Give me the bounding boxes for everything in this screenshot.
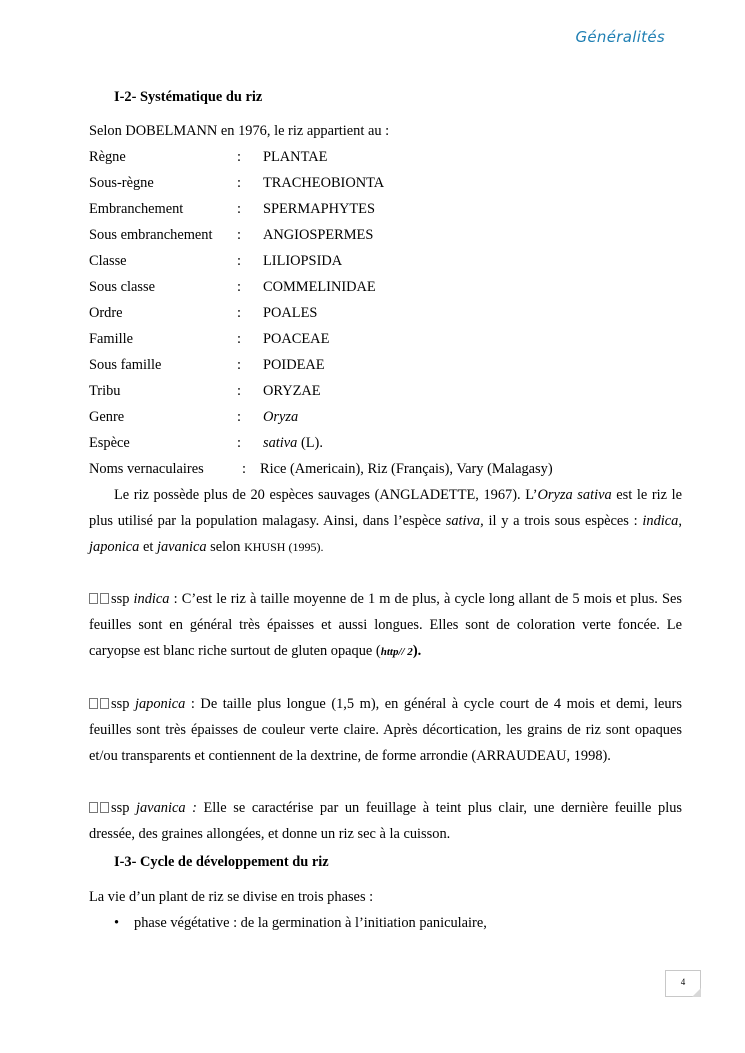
taxonomy-row: [89, 404, 682, 430]
taxonomy-value: PLANTAE: [263, 149, 328, 165]
taxonomy-value: [263, 404, 298, 430]
taxonomy-row: [89, 352, 682, 378]
taxonomy-row: [89, 222, 682, 248]
missing-glyph-icon: [100, 802, 109, 813]
taxonomy-rank: Noms vernaculaires: [89, 461, 204, 477]
taxonomy-rank: Sous embranchement: [89, 227, 213, 243]
taxonomy-rank: Règne: [89, 149, 126, 165]
taxonomy-value: ORYZAE: [263, 383, 321, 399]
taxonomy-rank: Ordre: [89, 305, 123, 321]
taxonomy-table: [89, 144, 682, 482]
page-number-label: 4: [680, 977, 686, 987]
taxonomy-row: [89, 300, 682, 326]
taxonomy-separator: :: [237, 357, 241, 373]
taxonomy-separator: :: [237, 149, 241, 165]
taxonomy-rank: Sous-règne: [89, 175, 154, 191]
paragraph-ssp-japonica: ssp japonica : De taille plus longue (1,5 m), en général à cycle court de 4 mois et demi, leurs feuilles sont très épaisses de couleur verte claire. Après décortication, les grains de riz sont opaques et/ou transparents et contiennent de la dextrine, de forme arrondie (ARRAUDEAU, 1998).: [89, 696, 682, 764]
missing-glyph-icon: [100, 593, 109, 604]
taxonomy-row: [89, 144, 682, 170]
missing-glyph-icon: [89, 698, 98, 709]
taxonomy-rank: Espèce: [89, 435, 130, 451]
section-heading-systematique: I-2- Systématique du riz: [114, 89, 263, 105]
taxonomy-separator: :: [237, 253, 241, 269]
taxonomy-separator: :: [237, 175, 241, 191]
taxonomy-separator: :: [237, 331, 241, 347]
taxonomy-row: [89, 196, 682, 222]
genus-name: Oryza: [263, 409, 299, 425]
taxonomy-row: [89, 170, 682, 196]
taxonomy-value: COMMELINIDAE: [263, 279, 376, 295]
taxonomy-value: LILIOPSIDA: [263, 253, 343, 269]
taxonomy-value: Rice (Americain), Riz (Français), Vary (Malagasy): [260, 461, 553, 477]
species-author: (L).: [297, 435, 323, 451]
bullet-icon: •: [114, 915, 120, 931]
taxonomy-separator: :: [237, 305, 241, 321]
taxonomy-separator: :: [237, 227, 241, 243]
page-curl-icon: [692, 988, 701, 997]
page-number: [665, 970, 701, 997]
section-heading-cycle: I-3- Cycle de développement du riz: [114, 854, 329, 870]
taxonomy-row: [89, 326, 682, 352]
paragraph-species: Le riz possède plus de 20 espèces sauvages (ANGLADETTE, 1967). L’Oryza sativa est le riz le plus utilisé par la population malagasy. Ainsi, dans l’espèce sativa, il y a trois sous espèces : indica, japonica et javanica selon KHUSH (1995).: [89, 487, 683, 555]
taxonomy-separator: :: [237, 279, 241, 295]
taxonomy-separator: :: [237, 383, 241, 399]
taxonomy-value: TRACHEOBIONTA: [263, 175, 385, 191]
taxonomy-rank: Famille: [89, 331, 133, 347]
taxonomy-value: ANGIOSPERMES: [263, 227, 374, 243]
taxonomy-value: POACEAE: [263, 331, 330, 347]
taxonomy-rank: Sous classe: [89, 279, 155, 295]
species-name: sativa: [263, 435, 298, 451]
taxonomy-row: [89, 430, 682, 456]
running-header-title: Généralités: [575, 28, 665, 46]
taxonomy-rank: Sous famille: [89, 357, 162, 373]
paragraph-ssp-javanica: ssp javanica : Elle se caractérise par un feuillage à teint plus clair, une dernière feuille plus dressée, des graines allongées, et donne un riz sec à la cuisson.: [89, 800, 682, 842]
list-item: [89, 910, 682, 936]
taxonomy-row: [89, 248, 682, 274]
taxonomy-rank: Classe: [89, 253, 127, 269]
missing-glyph-icon: [89, 593, 98, 604]
taxonomy-value: POIDEAE: [263, 357, 325, 373]
cycle-intro: La vie d’un plant de riz se divise en trois phases :: [89, 889, 374, 905]
taxonomy-intro: Selon DOBELMANN en 1976, le riz appartient au :: [89, 123, 390, 139]
taxonomy-row-vernacular: [89, 456, 682, 482]
taxonomy-value: SPERMAPHYTES: [263, 201, 375, 217]
taxonomy-rank: Embranchement: [89, 201, 184, 217]
taxonomy-value: [263, 430, 323, 456]
list-item-text: phase végétative : de la germination à l’initiation paniculaire,: [134, 915, 487, 931]
taxonomy-separator: :: [237, 409, 241, 425]
taxonomy-row: [89, 274, 682, 300]
taxonomy-separator: :: [237, 435, 241, 451]
taxonomy-value: POALES: [263, 305, 318, 321]
taxonomy-separator: :: [242, 461, 246, 477]
taxonomy-separator: :: [237, 201, 241, 217]
taxonomy-rank: Tribu: [89, 383, 121, 399]
taxonomy-rank: Genre: [89, 409, 125, 425]
taxonomy-row: [89, 378, 682, 404]
missing-glyph-icon: [100, 698, 109, 709]
page-body: [89, 87, 682, 936]
paragraph-ssp-indica: ssp indica : C’est le riz à taille moyenne de 1 m de plus, à cycle long allant de 5 mois et plus. Ses feuilles sont en général très épaisses et aussi longues. Elles sont de coloration verte foncée. Le caryopse est blanc riche surtout de gluten opaque (http// 2).: [89, 591, 682, 659]
missing-glyph-icon: [89, 802, 98, 813]
